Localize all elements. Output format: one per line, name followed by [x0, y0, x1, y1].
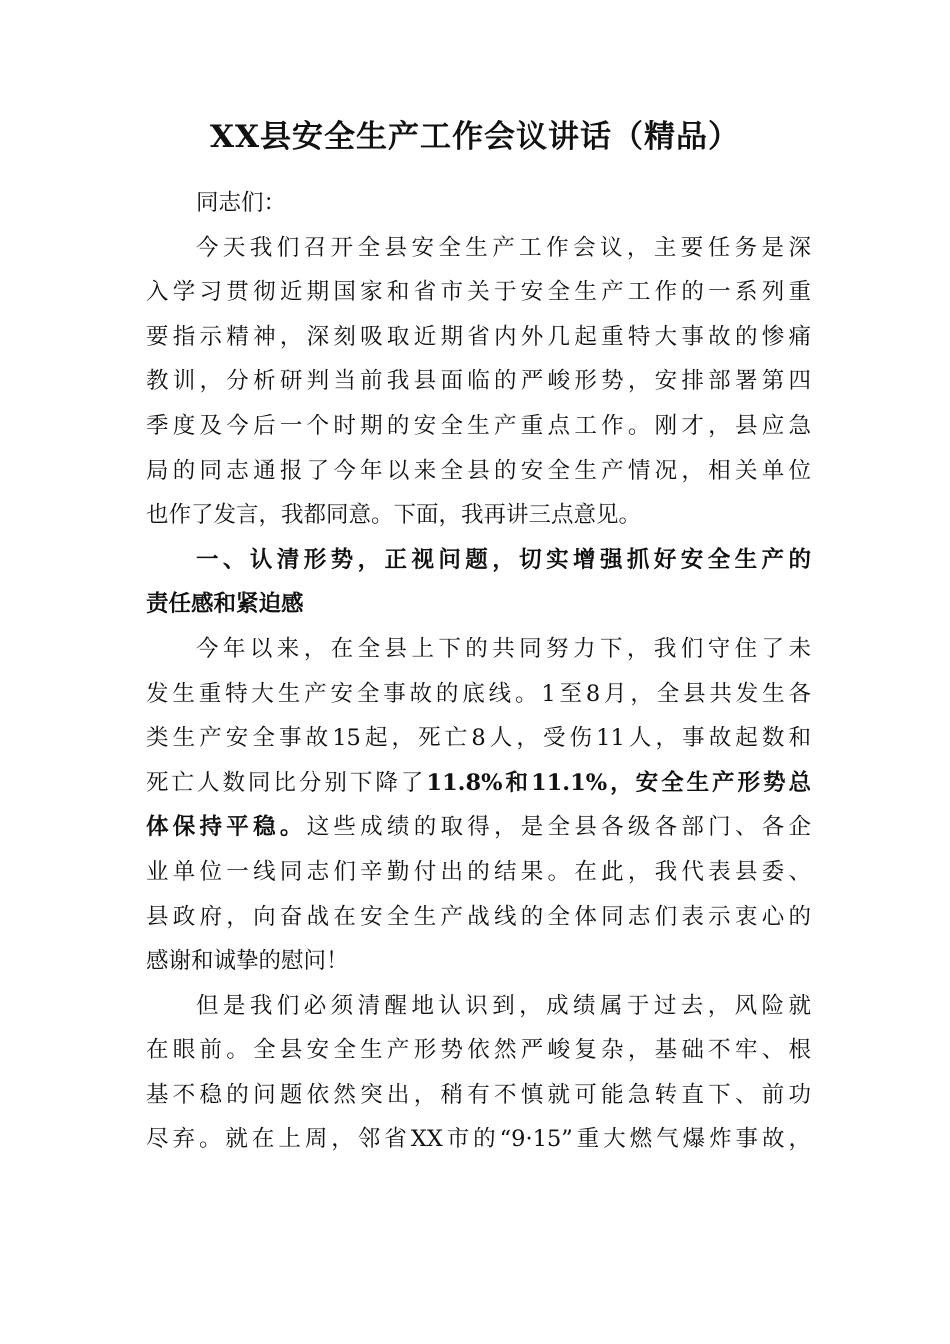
paragraph-line: 也作了发言，我都同意。下面，我再讲三点意见。: [146, 502, 642, 529]
paragraph-line: 基不稳的问题依然突出，稍有不慎就可能急转直下、前功: [146, 1081, 811, 1108]
document-body: [146, 181, 811, 1162]
paragraph-line: 但是我们必须清醒地认识到，成绩属于过去，风险就: [196, 992, 811, 1019]
paragraph-line: 业单位一线同志们辛勤付出的结果。在此，我代表县委、: [146, 858, 811, 885]
paragraph-line: 县政府，向奋战在安全生产战线的全体同志们表示衷心的: [146, 903, 811, 930]
section-heading: 责任感和紧迫感: [146, 591, 304, 618]
paragraph-line: 要指示精神，深刻吸取近期省内外几起重特大事故的惨痛: [146, 323, 811, 350]
paragraph-line: 教训，分析研判当前我县面临的严峻形势，安排部署第四: [146, 368, 811, 395]
paragraph-line: 发生重特大生产安全事故的底线。1至8月，全县共发生各: [146, 680, 811, 707]
paragraph-line: 在眼前。全县安全生产形势依然严峻复杂，基础不牢、根: [146, 1037, 811, 1064]
paragraph-line: 感谢和诚挚的慰问！: [146, 948, 349, 975]
document-title: XX县安全生产工作会议讲话（精品）: [209, 119, 741, 155]
paragraph-line: 局的同志通报了今年以来全县的安全生产情况，相关单位: [146, 457, 811, 484]
paragraph-line: 尽弃。就在上周，邻省XX市的“9·15”重大燃气爆炸事故，: [146, 1126, 811, 1153]
section-heading: 一、认清形势，正视问题，切实增强抓好安全生产的: [196, 546, 811, 573]
text-normal: 死亡人数同比分别下降了: [146, 769, 427, 796]
paragraph-line: 季度及今后一个时期的安全生产重点工作。刚才，县应急: [146, 412, 811, 439]
text-emphasis: 体保持平稳。: [146, 814, 307, 841]
text-normal: 这些成绩的取得，是全县各级各部门、各企: [306, 814, 811, 841]
text-emphasis: 11.8%和11.1%，安全生产形势总: [426, 769, 811, 796]
paragraph-line: [146, 761, 811, 806]
paragraph-line: [146, 805, 811, 850]
paragraph-line: 入学习贯彻近期国家和省市关于安全生产工作的一系列重: [146, 279, 811, 306]
paragraph-line: 今天我们召开全县安全生产工作会议，主要任务是深: [196, 234, 811, 261]
salutation: 同志们：: [196, 190, 287, 216]
paragraph-line: 类生产安全事故15起，死亡8人，受伤11人，事故起数和: [146, 725, 811, 752]
paragraph-line: 今年以来，在全县上下的共同努力下，我们守住了未: [196, 635, 811, 662]
